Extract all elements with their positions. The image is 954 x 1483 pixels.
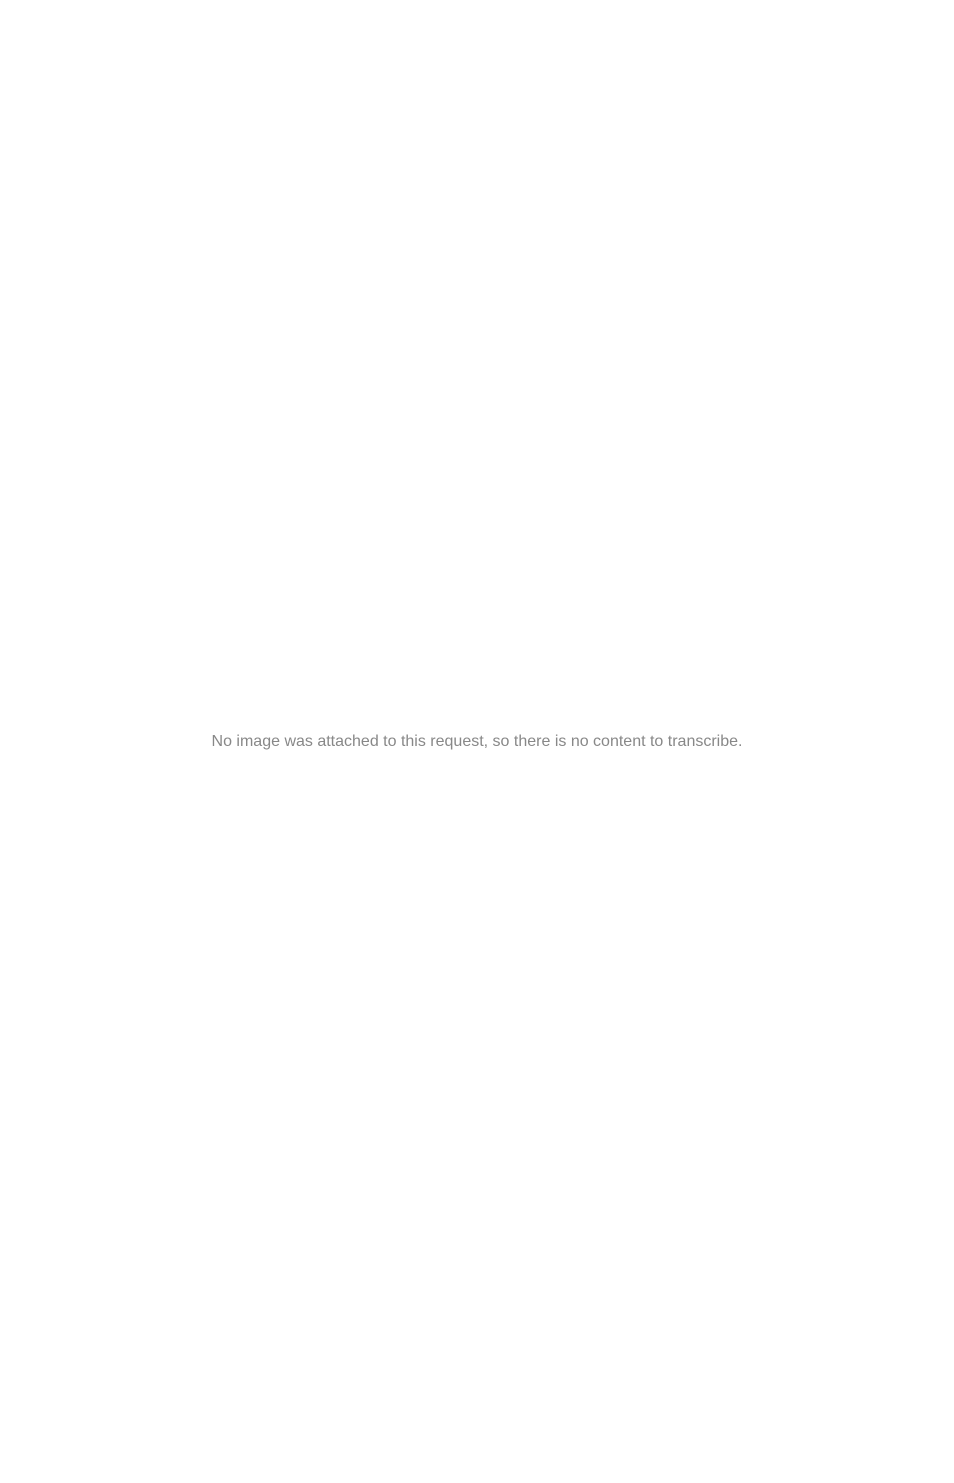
empty-notice: No image was attached to this request, so there is no content to transcribe. (211, 732, 743, 750)
